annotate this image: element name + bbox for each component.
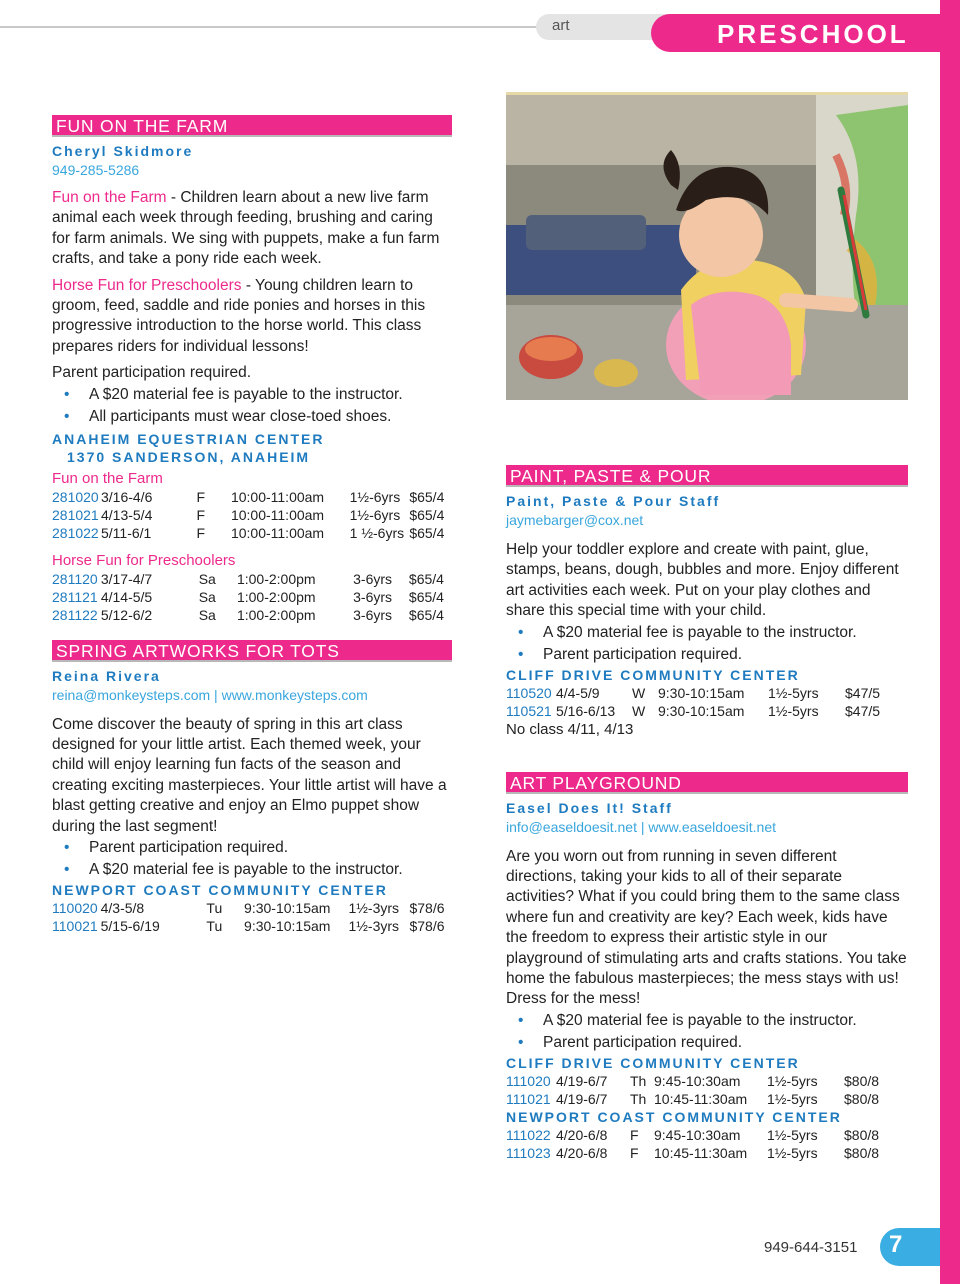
table-row: [506, 1126, 890, 1144]
instructor-contact: jaymebarger@cox.net: [506, 512, 644, 528]
class-ages: 1½-6yrs: [349, 488, 401, 505]
class-dates: 4/14-5/5: [100, 588, 153, 605]
class-fee: $65/4: [408, 570, 444, 587]
class-day: W: [632, 702, 646, 719]
class-ages: 1½-5yrs: [768, 684, 819, 701]
class-time: 10:00-11:00am: [230, 506, 325, 523]
class-fee: $65/4: [408, 588, 444, 605]
class-code: 110520: [506, 684, 552, 701]
course-description: [52, 276, 452, 358]
table-row: [52, 588, 452, 606]
class-day: F: [196, 524, 206, 541]
list-item: • A $20 material fee is payable to the instructor.: [506, 1010, 908, 1032]
parent-note: Parent participation required.: [52, 364, 252, 382]
class-day: Tu: [206, 918, 223, 935]
class-time: 9:45-10:30am: [654, 1126, 741, 1143]
table-row: [506, 702, 891, 720]
class-time: 9:30-10:15am: [244, 918, 331, 935]
class-time: 10:00-11:00am: [230, 488, 325, 505]
class-fee: $80/8: [844, 1072, 880, 1089]
class-code: 110021: [52, 918, 98, 935]
table-row: [52, 917, 452, 935]
right-column: [506, 465, 908, 1162]
course-description: Come discover the beauty of spring in this art class designed for your little artist. Each themed week, your child will enjoy learning fun facts of the season and creating exciting masterpieces. Your little artist will have a blast getting creative and enjoy an Elmo puppet show during the last segment!: [52, 715, 447, 835]
class-day: F: [630, 1144, 639, 1161]
list-item: • A $20 material fee is payable to the instructor.: [52, 384, 452, 406]
table-row: [52, 606, 452, 624]
class-ages: 1½-5yrs: [767, 1144, 818, 1161]
class-dates: 4/4-5/9: [556, 684, 600, 701]
course-title: Horse Fun for Preschoolers: [52, 276, 242, 294]
table-row: [52, 524, 452, 542]
class-subtitle: Horse Fun for Preschoolers: [52, 551, 236, 569]
class-fee: $78/6: [409, 918, 445, 935]
class-day: Th: [630, 1090, 647, 1107]
list-item: • Parent participation required.: [506, 644, 908, 666]
class-code: 281022: [52, 524, 99, 541]
class-time: 10:00-11:00am: [230, 524, 325, 541]
instructor-name: Cheryl Skidmore: [52, 143, 194, 159]
class-time: 1:00-2:00pm: [236, 570, 316, 587]
class-ages: 1½-5yrs: [767, 1072, 818, 1089]
instructor-name: Paint, Paste & Pour Staff: [506, 493, 721, 509]
instructor-contact: reina@monkeysteps.com | www.monkeysteps.com: [52, 686, 368, 703]
instructor-phone: 949-285-5286: [52, 162, 140, 178]
list-item: • A $20 material fee is payable to the instructor.: [52, 859, 452, 881]
course-text: - Children learn about a new live farm animal each week through feeding, brushing and caring for farm animals. We sing with puppets, make a fun farm crafts, and take a pony ride each week.: [52, 189, 440, 268]
class-code: 111023: [506, 1144, 551, 1161]
class-ages: 1 ½-6yrs: [349, 524, 405, 541]
course-text: - Young children learn to groom, feed, saddle and ride ponies and horses in this progressive introduction to the horse world. This class prepares riders for individual lessons!: [52, 276, 426, 355]
class-time: 9:30-10:15am: [244, 900, 331, 917]
class-time: 9:30-10:15am: [658, 684, 745, 701]
class-fee: $80/8: [844, 1144, 880, 1161]
table-row: [506, 1144, 890, 1162]
class-day: Sa: [198, 570, 216, 587]
requirements-list: [52, 384, 452, 428]
category-tab: art: [536, 14, 676, 40]
class-dates: 4/13-5/4: [100, 506, 153, 523]
class-code: 110020: [52, 900, 98, 917]
requirements-list: [52, 837, 452, 881]
child-painting-photo: [506, 92, 908, 400]
schedule-table: [52, 899, 452, 935]
course-description: Help your toddler explore and create with paint, glue, stamps, beans, dough, bubbles and more. Enjoy different art activities each week. Put on your play clothes and share this special time with your child.: [506, 541, 899, 620]
class-subtitle: Fun on the Farm: [52, 469, 163, 487]
table-row: [52, 570, 452, 588]
location-address: 1370 SANDERSON, ANAHEIM: [67, 448, 311, 465]
class-day: Tu: [206, 900, 223, 917]
class-code: 281122: [52, 606, 98, 623]
class-dates: 4/20-6/8: [556, 1144, 608, 1161]
class-fee: $65/4: [409, 488, 445, 505]
schedule-table: [52, 488, 452, 542]
course-description: [52, 188, 452, 270]
requirements-list: [506, 622, 908, 666]
class-dates: 4/20-6/8: [556, 1126, 608, 1143]
class-ages: 1½-5yrs: [767, 1090, 818, 1107]
class-fee: $78/6: [409, 900, 445, 917]
right-edge-stripe: [940, 0, 960, 1284]
schedule-note: No class 4/11, 4/13: [506, 720, 634, 738]
class-dates: 5/12-6/2: [100, 606, 153, 623]
class-time: 9:30-10:15am: [658, 702, 745, 719]
table-row: [506, 684, 891, 702]
photo-child-painting-icon: [506, 95, 908, 400]
section-tab: PRESCHOOL: [651, 14, 940, 52]
class-ages: 1½-6yrs: [349, 506, 401, 523]
course-title: Fun on the Farm: [52, 189, 167, 206]
instructor-name: Reina Rivera: [52, 667, 161, 684]
section-heading-paint-paste-pour: PAINT, PASTE & POUR: [506, 465, 908, 487]
location-name: CLIFF DRIVE COMMUNITY CENTER: [506, 666, 800, 683]
class-ages: 1½-3yrs: [348, 918, 400, 935]
location-name: ANAHEIM EQUESTRIAN CENTER: [52, 430, 325, 447]
instructor-contact: info@easeldoesit.net | www.easeldoesit.net: [506, 818, 777, 835]
class-dates: 4/3-5/8: [100, 900, 145, 917]
section-heading-spring-artworks: SPRING ARTWORKS FOR TOTS: [52, 640, 452, 662]
list-item: • Parent participation required.: [506, 1032, 908, 1054]
table-row: [506, 1072, 890, 1090]
class-day: Th: [630, 1072, 647, 1089]
table-row: [506, 1090, 890, 1108]
course-description: Are you worn out from running in seven different directions, taking your kids to all of their separate activities? What if you could bring them to the same class where fun and creativity are key? Each week, kids have the freedom to express their artistic style in our playground of stimulating arts and crafts stations. You take home the fabulous masterpieces; the mess stays with us! Dress for the mess!: [506, 847, 907, 1008]
list-item: • All participants must wear close-toed shoes.: [52, 406, 452, 428]
class-ages: 3-6yrs: [353, 606, 393, 623]
section-heading-art-playground: ART PLAYGROUND: [506, 772, 908, 794]
class-fee: $80/8: [844, 1126, 880, 1143]
left-column: [52, 115, 452, 935]
schedule-table: [52, 570, 452, 624]
class-code: 281021: [52, 506, 99, 523]
class-day: F: [630, 1126, 639, 1143]
class-code: 281121: [52, 588, 98, 605]
class-code: 111020: [506, 1072, 551, 1089]
class-dates: 3/17-4/7: [100, 570, 153, 587]
class-code: 111021: [506, 1090, 551, 1107]
schedule-table: [506, 1072, 890, 1108]
class-dates: 4/19-6/7: [556, 1072, 608, 1089]
list-item: • A $20 material fee is payable to the instructor.: [506, 622, 908, 644]
class-day: F: [196, 488, 206, 505]
schedule-table: [506, 684, 891, 720]
requirements-list: [506, 1010, 908, 1054]
class-dates: 4/19-6/7: [556, 1090, 608, 1107]
class-dates: 5/15-6/19: [100, 918, 160, 935]
location-name: CLIFF DRIVE COMMUNITY CENTER: [506, 1054, 800, 1071]
class-fee: $65/4: [409, 524, 445, 541]
class-ages: 1½-5yrs: [768, 702, 819, 719]
table-row: [52, 899, 452, 917]
class-code: 111022: [506, 1126, 551, 1143]
class-code: 281120: [52, 570, 98, 587]
class-dates: 5/11-6/1: [100, 524, 152, 541]
section-heading-fun-on-the-farm: FUN ON THE FARM: [52, 115, 452, 137]
class-time: 10:45-11:30am: [654, 1090, 748, 1107]
class-code: 110521: [506, 702, 552, 719]
page-number: 7: [880, 1228, 940, 1266]
table-row: [52, 506, 452, 524]
instructor-name: Easel Does It! Staff: [506, 799, 673, 816]
class-fee: $47/5: [845, 684, 881, 701]
location-name: NEWPORT COAST COMMUNITY CENTER: [52, 882, 388, 899]
class-ages: 1½-5yrs: [767, 1126, 818, 1143]
footer-phone: 949-644-3151: [764, 1239, 858, 1256]
location-name: NEWPORT COAST COMMUNITY CENTER: [506, 1108, 842, 1125]
class-day: W: [632, 684, 646, 701]
class-fee: $65/4: [409, 506, 445, 523]
class-ages: 3-6yrs: [353, 588, 393, 605]
class-day: Sa: [198, 588, 216, 605]
class-ages: 1½-3yrs: [348, 900, 400, 917]
class-fee: $80/8: [844, 1090, 880, 1107]
schedule-table: [506, 1126, 890, 1162]
class-dates: 5/16-6/13: [556, 702, 616, 719]
top-divider: [0, 26, 560, 28]
class-fee: $65/4: [408, 606, 444, 623]
class-dates: 3/16-4/6: [100, 488, 153, 505]
list-item: • Parent participation required.: [52, 837, 452, 859]
class-time: 1:00-2:00pm: [236, 606, 316, 623]
class-fee: $47/5: [845, 702, 881, 719]
class-ages: 3-6yrs: [353, 570, 393, 587]
class-code: 281020: [52, 488, 99, 505]
table-row: [52, 488, 452, 506]
class-time: 9:45-10:30am: [654, 1072, 741, 1089]
class-day: Sa: [198, 606, 216, 623]
class-time: 10:45-11:30am: [654, 1144, 748, 1161]
class-time: 1:00-2:00pm: [236, 588, 316, 605]
class-day: F: [196, 506, 206, 523]
